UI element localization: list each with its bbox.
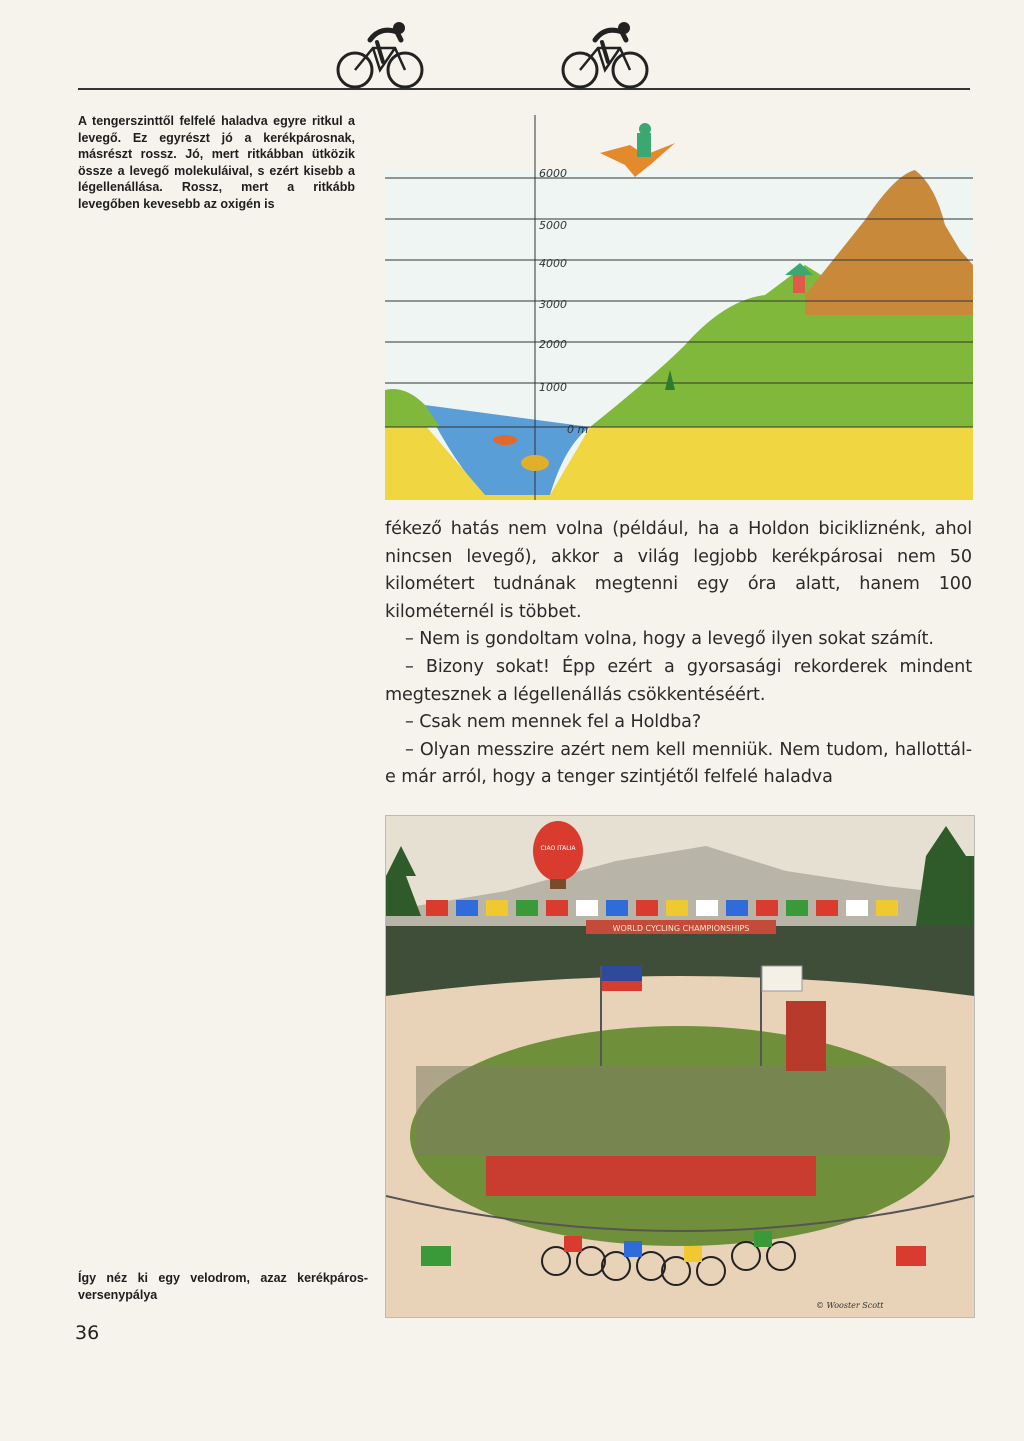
altitude-label: 3000 [539,298,567,311]
cyclist-icon [560,18,650,92]
altitude-label: 6000 [539,167,567,180]
sidebar-caption: A tengerszinttől felfelé haladva egyre ritkul a levegő. Ez egyrészt jó a kerékpárosnak, másrészt rossz. Jó, mert ritkábban ütközik össze a levegő molekuláival, s ezért kisebb a légellenállása. Rossz, mert a ritkább levegőben kevesebb az oxigén is [78,114,355,211]
cyclist-icon [335,18,425,92]
altitude-label: 1000 [539,381,567,394]
altitude-label: 5000 [539,219,567,232]
paragraph: fékező hatás nem volna (például, ha a Holdon bicikliznénk, ahol nincsen levegő), akkor a világ legjobb kerékpárosai nem 50 kilométert tudnának megtenni egy óra alatt, hanem 100 kilométernél is többet. [385,519,972,622]
velodrome-painting [385,815,975,1318]
dialogue-line: – Bizony sokat! Épp ezért a gyorsasági rekorderek mindent megtesznek a légellenállás csökkentéséért. [385,656,972,705]
altitude-label: 4000 [539,257,567,270]
banner-text: WORLD CYCLING CHAMPIONSHIPS [612,924,750,933]
page-number: 36 [75,1322,100,1344]
body-text [385,516,972,792]
altitude-label: 0 m [567,423,589,436]
altitude-label: 2000 [539,338,567,351]
artist-signature: © Wooster Scott [816,1301,884,1310]
corner-flag [421,1246,451,1266]
balloon-text: CIAO ITALIA [540,845,576,852]
corner-flag [896,1246,926,1266]
altitude-diagram [385,115,973,500]
dialogue-line: – Nem is gondoltam volna, hogy a levegő ilyen sokat számít. [405,629,934,650]
header-rule [78,88,970,90]
marching-band [486,1156,816,1196]
judges-tower [786,1001,826,1071]
figure-caption: Így néz ki egy velodrom, azaz kerékpáros-versenypálya [78,1271,368,1302]
dialogue-line: – Csak nem mennek fel a Holdba? [405,712,702,733]
dialogue-line: – Olyan messzire azért nem kell menniük. Nem tudom, hallottál-e már arról, hogy a tenger szintjétől felfelé haladva [385,739,972,788]
